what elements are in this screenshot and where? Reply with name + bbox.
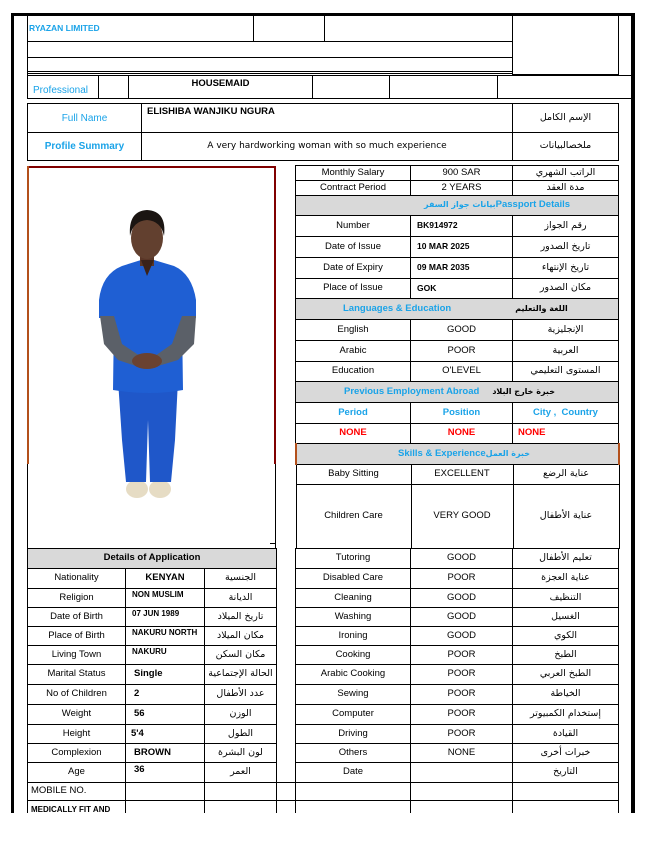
employment-position-value: NONE [411,424,513,444]
profile-summary-row [28,133,619,161]
identity-table [27,103,619,161]
application-row [28,627,277,646]
application-row [28,589,277,608]
skill-label: Cleaning [296,589,411,608]
application-label: Age [28,763,126,783]
skill-label-ar: تعليم الأطفال [513,549,619,569]
skill-value: GOOD [411,589,513,608]
application-value: 07 JUN 1989 [126,608,205,627]
clasped-hands [132,353,162,369]
application-row [28,569,277,589]
blank-row [296,783,619,801]
professional-label: Professional [28,76,99,99]
application-row [28,705,277,725]
contract-label: Monthly Salary [296,166,411,181]
page-border-left [11,13,14,813]
employment-columns-row [296,403,619,424]
application-row [28,608,277,627]
skill-label: Arabic Cooking [296,665,411,685]
skill-row [296,646,619,665]
gap-row-line [276,782,295,783]
profession-blank-cell [313,76,390,99]
application-row [28,646,277,665]
contract-passport-table [295,165,619,444]
application-label-ar: عدد الأطفال [205,685,277,705]
date-value [411,763,513,783]
full-name-row [28,104,619,133]
header-logo-box [512,16,619,75]
skill-label: Disabled Care [296,569,411,589]
profile-summary-label-ar: ملخصالبيانات [513,133,619,161]
photo-frame-right [274,166,276,464]
application-row [28,665,277,685]
passport-label-ar: رقم الجواز [513,216,619,237]
passport-label: Place of Issue [296,279,411,299]
skill-value: VERY GOOD [411,485,513,549]
gap-column-left-line [276,548,277,813]
blank-cell [205,801,277,814]
application-value: BROWN [126,744,205,763]
applicant-photo [29,168,274,547]
application-details-table [27,548,277,813]
blank-cell [513,801,619,814]
application-label: Height [28,725,126,744]
profession-blank-cell [99,76,129,99]
application-header-row [28,549,277,569]
skill-label-ar: عناية العجزة [513,569,619,589]
application-label: Religion [28,589,126,608]
skill-row [296,705,619,725]
company-header-table [27,16,513,72]
mobile-label: MOBILE NO. [28,783,126,801]
application-label-ar: الديانة [205,589,277,608]
gap-row-line [276,800,295,801]
skill-label: Driving [296,725,411,744]
skill-label: Washing [296,608,411,627]
medical-label: MEDICALLY FIT AND [28,801,126,814]
skill-row [296,627,619,646]
contract-label: Contract Period [296,181,411,196]
application-value: KENYAN [126,569,205,589]
header-blank-cell [254,16,325,41]
language-label-ar: العربية [513,341,619,362]
skills-table-bottom [295,548,619,813]
skill-label: Children Care [296,485,411,549]
skills-title-ar: خبرة العمل [485,448,530,458]
employment-header-row [296,382,619,403]
passport-label-ar: تاريخ الصدور [513,237,619,258]
skills-table-top [295,443,620,549]
application-value: NON MUSLIM [126,589,205,608]
employment-period-value: NONE [296,424,411,444]
application-value: 2 [126,685,205,705]
scrub-pants [118,380,178,482]
skill-row [296,685,619,705]
passport-header-row [296,196,619,216]
header-double-rule [27,73,512,74]
skills-title: Skills & Experience [398,447,486,459]
application-row [28,725,277,744]
application-label-ar: العمر [205,763,277,783]
blank-cell [411,801,513,814]
page-border-right [631,13,635,813]
date-label-ar: التاريخ [513,763,619,783]
languages-header-row [296,299,619,320]
application-label: Weight [28,705,126,725]
profile-summary-label: Profile Summary [28,133,142,161]
application-label: Complexion [28,744,126,763]
skill-label: Cooking [296,646,411,665]
employment-title: Previous Employment Abroad [344,385,480,397]
language-label-ar: الإنجليزية [513,320,619,341]
profession-blank-cell [390,76,498,99]
contract-row [296,181,619,196]
skill-value: POOR [411,725,513,744]
application-label-ar: الوزن [205,705,277,725]
blank-row [296,801,619,814]
skill-label-ar: الغسيل [513,608,619,627]
application-row [28,685,277,705]
medical-row [28,801,277,814]
contract-label-ar: الراتب الشهري [513,166,619,181]
employment-title-ar: خبرة خارج البلاد [492,386,555,396]
passport-label-ar: تاريخ الإنتهاء [513,258,619,279]
application-label-ar: الجنسية [205,569,277,589]
header-blank-row [28,41,513,57]
blank-cell [411,783,513,801]
profession-value: HOUSEMAID [129,76,313,99]
application-label-ar: تاريخ الميلاد [205,608,277,627]
languages-title-ar: اللغة والتعليم [515,303,568,313]
contract-value: 2 YEARS [411,181,513,196]
employment-column-city-country: City , Country [513,403,619,424]
skill-label: Sewing [296,685,411,705]
skill-label-ar: عناية الأطفال [513,485,619,549]
skill-value: POOR [411,646,513,665]
date-row [296,763,619,783]
passport-row [296,237,619,258]
application-value: 5'4 [126,725,205,744]
skill-row [296,549,619,569]
skill-value: EXCELLENT [411,465,513,485]
passport-title-ar: بيانات جواز السفر [424,200,496,210]
passport-label-ar: مكان الصدور [513,279,619,299]
skill-row [296,608,619,627]
skill-value: GOOD [411,608,513,627]
passport-row [296,279,619,299]
blank-cell [513,783,619,801]
full-name-label: Full Name [28,104,142,133]
application-value: Single [126,665,205,685]
profile-summary-value: A very hardworking woman with so much experience [142,133,513,161]
languages-title: Languages & Education [343,302,452,314]
application-label: Place of Birth [28,627,126,646]
skill-label-ar: الطبخ العربي [513,665,619,685]
skills-header [296,444,619,465]
passport-label: Date of Expiry [296,258,411,279]
profession-table [27,75,633,99]
skill-value: NONE [411,744,513,763]
profession-blank-cell [498,76,633,99]
skills-header-row [296,444,619,465]
blank-cell [205,783,277,801]
header-blank-row [28,57,513,71]
skill-row [296,589,619,608]
left-shoe [126,480,148,498]
skill-value: GOOD [411,549,513,569]
language-value: GOOD [411,320,513,341]
passport-value: GOK [411,279,513,299]
passport-title: Passport Details [495,199,571,211]
skill-label-ar: الكوي [513,627,619,646]
skill-label: Tutoring [296,549,411,569]
employment-column-position: Position [411,403,513,424]
skill-label-ar: خبرات أخرى [513,744,619,763]
skill-row [296,725,619,744]
language-label: Education [296,362,411,382]
contract-row [296,166,619,181]
skill-value: POOR [411,705,513,725]
contract-value: 900 SAR [411,166,513,181]
language-label: Arabic [296,341,411,362]
application-label-ar: مكان السكن [205,646,277,665]
photo-frame-right-lower [275,464,276,548]
date-label: Date [296,763,411,783]
employment-column-period: Period [296,403,411,424]
skill-value: GOOD [411,627,513,646]
person-figure [99,210,196,498]
mobile-row [28,783,277,801]
skill-label-ar: التنظيف [513,589,619,608]
skill-label: Ironing [296,627,411,646]
language-label: English [296,320,411,341]
photo-frame-left-lower [27,464,28,548]
application-label-ar: لون البشرة [205,744,277,763]
passport-row [296,258,619,279]
skill-label-ar: عناية الرضع [513,465,619,485]
application-row [28,744,277,763]
employment-values-row [296,424,619,444]
right-shoe [149,480,171,498]
skill-row [296,485,619,549]
skill-row [296,465,619,485]
company-name: RYAZAN LIMITED [28,16,254,41]
full-name-label-ar: الإسم الكامل [513,104,619,133]
skill-label-ar: الخياطة [513,685,619,705]
language-value: O'LEVEL [411,362,513,382]
application-value: NAKURU [126,646,205,665]
medical-value [126,801,205,814]
skill-label-ar: إستخدام الكمبيوتر [513,705,619,725]
application-label: Date of Birth [28,608,126,627]
employment-header [296,382,619,403]
application-label: No of Children [28,685,126,705]
application-label: Nationality [28,569,126,589]
application-label-ar: الطول [205,725,277,744]
language-row [296,362,619,382]
employment-city-value: NONE [513,424,619,444]
skill-label: Others [296,744,411,763]
application-label-ar: الحالة الإجتماعية [205,665,277,685]
application-value: NAKURU NORTH [126,627,205,646]
language-value: POOR [411,341,513,362]
passport-value: 09 MAR 2035 [411,258,513,279]
skill-value: POOR [411,569,513,589]
header-blank-cell [325,16,513,41]
application-value: 36 [126,763,205,783]
passport-label: Number [296,216,411,237]
passport-value: BK914972 [411,216,513,237]
application-label-ar: مكان الميلاد [205,627,277,646]
skill-value: POOR [411,665,513,685]
application-row [28,763,277,783]
blank-cell [296,783,411,801]
passport-value: 10 MAR 2025 [411,237,513,258]
languages-header [296,299,619,320]
skill-row [296,744,619,763]
skill-label-ar: الطبخ [513,646,619,665]
passport-row [296,216,619,237]
full-name-value: ELISHIBA WANJIKU NGURA [142,104,513,133]
language-row [296,341,619,362]
application-label: Marital Status [28,665,126,685]
skill-row [296,665,619,685]
passport-label: Date of Issue [296,237,411,258]
skill-label: Baby Sitting [296,465,411,485]
application-label: Living Town [28,646,126,665]
skill-row [296,569,619,589]
passport-header [296,196,619,216]
mobile-value [126,783,205,801]
application-header: Details of Application [28,549,277,569]
contract-label-ar: مدة العقد [513,181,619,196]
application-value: 56 [126,705,205,725]
blank-cell [296,801,411,814]
language-label-ar: المستوى التعليمي [513,362,619,382]
skill-value: POOR [411,685,513,705]
skill-label-ar: القيادة [513,725,619,744]
language-row [296,320,619,341]
skill-label: Computer [296,705,411,725]
